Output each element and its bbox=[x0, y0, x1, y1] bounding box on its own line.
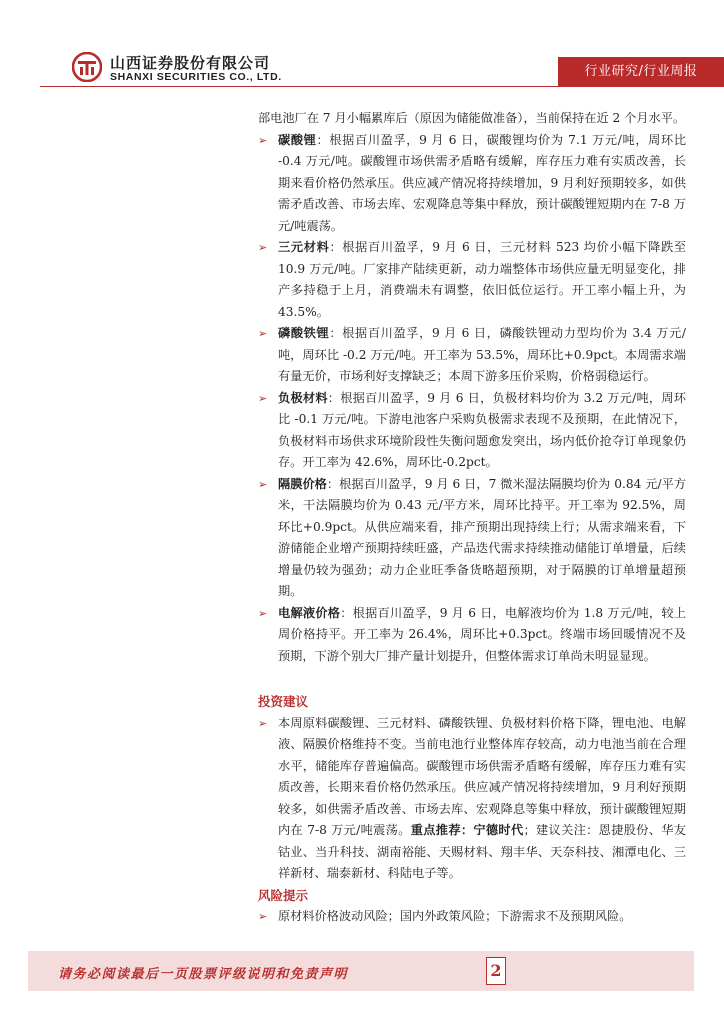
section-spacer bbox=[258, 667, 686, 691]
arrow-bullet-icon: ➢ bbox=[258, 477, 268, 491]
investment-section-title: 投资建议 bbox=[258, 694, 309, 709]
arrow-bullet-icon: ➢ bbox=[258, 133, 268, 147]
bullet-lead: 隔膜价格 bbox=[278, 476, 327, 491]
header-divider bbox=[40, 86, 560, 87]
arrow-bullet-icon: ➢ bbox=[258, 910, 268, 923]
bullet-body: ：根据百川盈孚，9 月 6 日，电解液均价为 1.8 万元/吨，较上周价格持平。开工率为 26.4%，周环比+0.3pct。终端市场回暖情况不及预期，下游个别大厂排产量计划提升，但整体需求订单尚未明显显现。 bbox=[278, 605, 687, 663]
arrow-bullet-icon: ➢ bbox=[258, 716, 268, 730]
page-header bbox=[0, 0, 724, 100]
bullet-body: ：根据百川盈孚，9 月 6 日，7 微米湿法隔膜均价为 0.84 元/平方米，干法隔膜均价为 0.43 元/平方米，周环比持平。开工率为 92.5%，周环比+0.9pct。从供应端来看，排产预期出现持续上行；从需求端来看，下游储能企业增产预期持续旺盛，产品迭代需求持续推动储能订单增量，后续增量仍较为强劲；动力企业旺季备货略超预期，对于隔膜的订单增量超预期。 bbox=[278, 476, 687, 598]
bullet-body: ：根据百川盈孚，9 月 6 日，三元材料 523 均价小幅下降跌至 10.9 万元/吨。厂家排产陆续更新，动力端整体市场供应量无明显变化，排产多持稳于上月，消费端未有调整，依旧低位运行。开工率小幅上升，为 43.5%。 bbox=[278, 240, 687, 319]
intro-paragraph: 部电池厂在 7 月小幅累库后（原因为储能做准备），当前保持在近 2 个月水平。 bbox=[258, 111, 686, 125]
disclaimer-notice: 请务必阅读最后一页股票评级说明和免责声明 bbox=[58, 967, 349, 982]
bullet-body: ：根据百川盈孚，9 月 6 日，碳酸锂均价为 7.1 万元/吨，周环比 -0.4 万元/吨。碳酸锂市场供需矛盾略有缓解，库存压力难有实质改善，长期来看价格仍然承压。供应减产情况将持续增加，9 月利好预期较多，如供需矛盾改善、市场去库、宏观降息等集中释放，预计碳酸锂短期内在 7-8 万元/吨震荡。 bbox=[278, 132, 687, 233]
bullet-item bbox=[258, 323, 686, 388]
bullet-lead: 三元材料 bbox=[278, 240, 330, 254]
bullet-item bbox=[258, 130, 686, 238]
bullet-lead: 碳酸锂 bbox=[278, 132, 317, 147]
company-name-cn: 山西证券股份有限公司 bbox=[110, 54, 271, 72]
arrow-bullet-icon: ➢ bbox=[258, 606, 268, 620]
risk-text: 原材料价格波动风险；国内外政策风险；下游需求不及预期风险。 bbox=[278, 909, 632, 923]
bullet-lead: 磷酸铁锂 bbox=[278, 326, 330, 340]
bullet-item bbox=[258, 603, 686, 668]
risk-paragraph bbox=[258, 906, 686, 928]
arrow-bullet-icon: ➢ bbox=[258, 241, 268, 254]
investment-text: 本周原料碳酸锂、三元材料、磷酸铁锂、负极材料价格下降，锂电池、电解液、隔膜价格维持不变。当前电池行业整体库存较高，动力电池当前在合理水平，储能库存普遍偏高。碳酸锂市场供需矛盾略有缓解，库存压力难有实质改善，长期来看价格仍然承压。供应减产情况将持续增加，9 月利好预期较多，如供需矛盾改善、市场去库、宏观降息等集中释放，预计碳酸锂短期内在 7-8 万元/吨震荡。 bbox=[278, 715, 686, 837]
bullet-body: ：根据百川盈孚，9 月 6 日，负极材料均价为 3.2 万元/吨，周环比 -0.1 万元/吨。下游电池客户采购负极需求表现不及预期，在此情况下，负极材料市场供求环境阶段性失衡问题愈发突出，场内低价抢夺订单现象仍存。开工率为 42.6%，周环比-0.2pct。 bbox=[278, 390, 686, 469]
bullet-body: ：根据百川盈孚，9 月 6 日，磷酸铁锂动力型均价为 3.4 万元/吨，周环比 -0.2 万元/吨。开工率为 53.5%，周环比+0.9pct。本周需求端有量无价，市场利好支撑缺乏；本周下游多压价采购，价格弱稳运行。 bbox=[278, 326, 686, 383]
arrow-bullet-icon: ➢ bbox=[258, 391, 268, 405]
bullet-item bbox=[258, 388, 686, 474]
key-recommendation: 重点推荐：宁德时代 bbox=[410, 823, 524, 837]
arrow-bullet-icon: ➢ bbox=[258, 327, 268, 340]
risk-section-title: 风险提示 bbox=[258, 887, 309, 903]
bullet-item bbox=[258, 474, 686, 603]
report-type-tag: 行业研究/行业周报 bbox=[558, 57, 724, 87]
main-content bbox=[258, 108, 686, 928]
investment-watchlist: ；建议关注：恩捷股份、华友钴业、当升科技、湖南裕能、天赐材料、翔丰华、天奈科技、湘潭电化、三祥新材、瑞泰新材、科陆电子等。 bbox=[278, 823, 687, 880]
page-number: 2 bbox=[486, 957, 506, 985]
company-name-en: SHANXI SECURITIES CO., LTD. bbox=[110, 71, 282, 83]
bullet-item bbox=[258, 237, 686, 323]
company-logo-icon bbox=[72, 52, 102, 82]
investment-paragraph bbox=[258, 713, 686, 885]
bullet-lead: 电解液价格 bbox=[278, 605, 341, 620]
bullet-lead: 负极材料 bbox=[278, 390, 328, 405]
page-footer bbox=[28, 951, 694, 991]
